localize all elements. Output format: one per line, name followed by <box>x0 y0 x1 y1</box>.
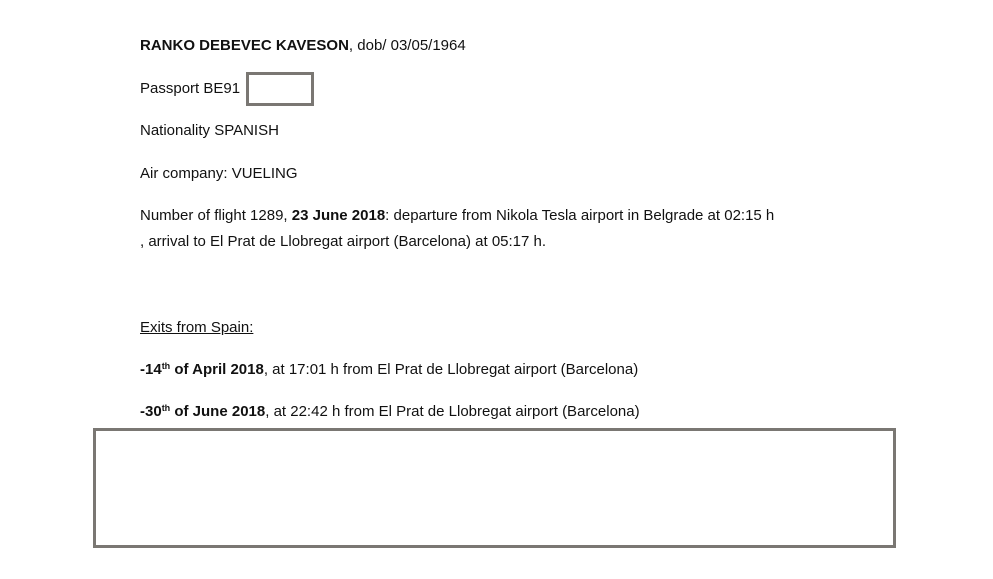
air-company-line: Air company: VUELING <box>140 165 298 182</box>
exit-ordinal: th <box>161 403 171 413</box>
passport-redaction-box <box>246 72 314 106</box>
flight-line-2: , arrival to El Prat de Llobregat airport (Barcelona) at 05:17 h. <box>140 233 547 250</box>
flight-number-text: Number of flight 1289, <box>140 207 292 224</box>
person-name: RANKO DEBEVEC KAVESON <box>140 37 349 54</box>
exit-dash: - <box>140 403 145 420</box>
exit-details: , at 22:42 h from El Prat de Llobregat airport (Barcelona) <box>265 403 640 420</box>
exit-month-year: of April 2018 <box>170 361 264 378</box>
flight-date: 23 June 2018 <box>291 207 386 224</box>
person-line <box>140 37 466 55</box>
person-dob: , dob/ 03/05/1964 <box>348 37 466 54</box>
exit-ordinal: th <box>161 361 171 371</box>
exit-item-1 <box>140 361 638 379</box>
passport-line: Passport BE91 <box>140 80 241 97</box>
redaction-box <box>93 428 896 548</box>
flight-departure-text: : departure from Nikola Tesla airport in Belgrade at 02:15 h <box>385 207 775 224</box>
exit-dash: - <box>140 361 145 378</box>
nationality-line: Nationality SPANISH <box>140 122 279 139</box>
exit-details: , at 17:01 h from El Prat de Llobregat airport (Barcelona) <box>263 361 639 378</box>
exit-month-year: of June 2018 <box>170 403 266 420</box>
exit-day: 30 <box>145 403 162 420</box>
exit-day: 14 <box>145 361 162 378</box>
exit-item-2 <box>140 403 640 421</box>
flight-line-1 <box>140 207 774 225</box>
exits-heading: Exits from Spain: <box>140 319 254 336</box>
